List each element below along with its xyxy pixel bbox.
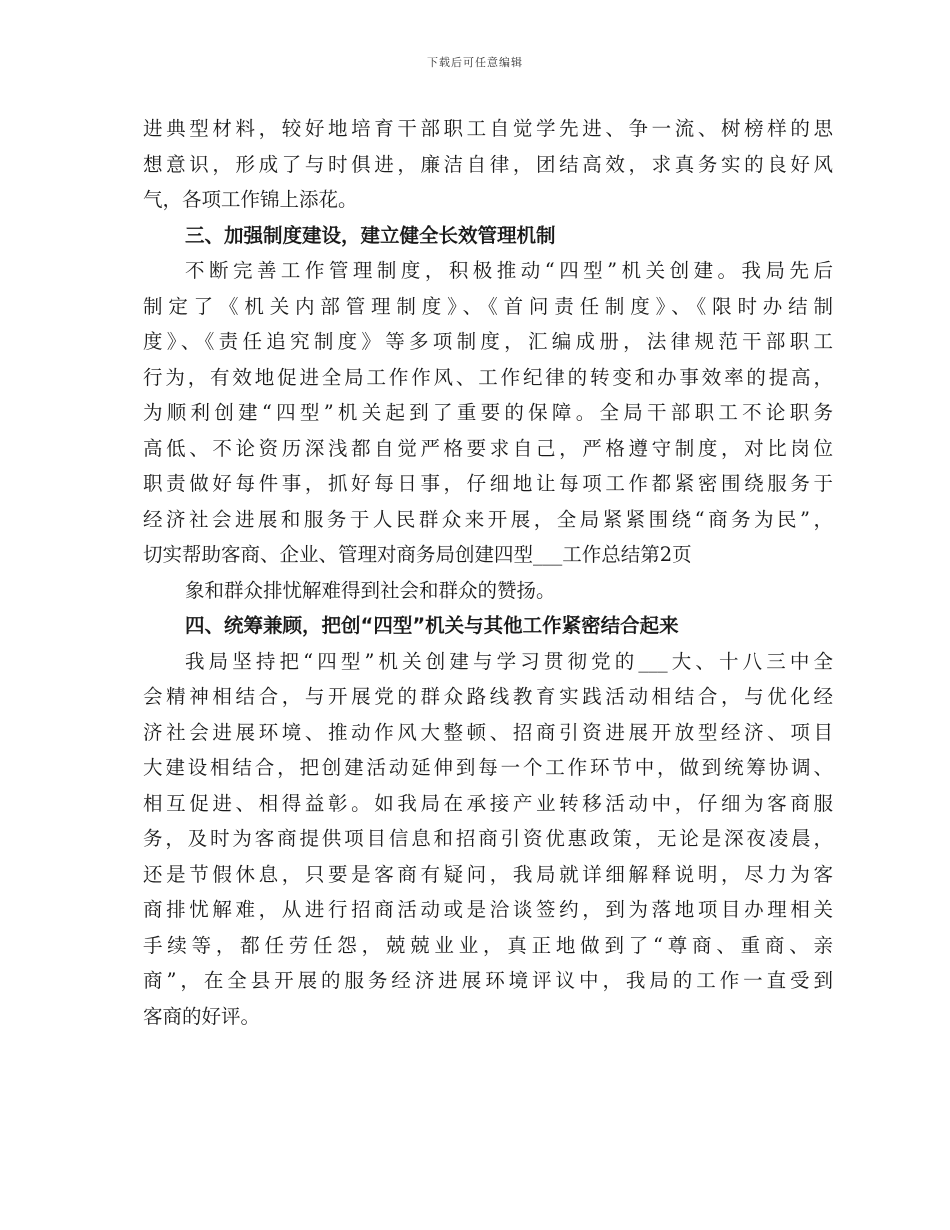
section-heading-3: 三、加强制度建设，建立健全长效管理机制 [185,223,556,247]
body-line: 制定了《机关内部管理制度》、《首问责任制度》、《限时办结制 [143,294,833,318]
body-line: 商排忧解难，从进行招商活动或是洽谈签约，到为落地项目办理相关 [143,898,833,921]
body-line: 务，及时为客商提供项目信息和招商引资优惠政策，无论是深夜凌晨， [143,827,833,850]
body-line: 职责做好每件事，抓好每日事，仔细地让每项工作都紧密围绕服务于 [143,472,833,495]
body-line: 济社会进展环境、推动作风大整顿、招商引资进展开放型经济、项目 [143,720,833,744]
page-break-footer-line: 切实帮助客商、企业、管理对商务局创建四型___工作总结第2页 [143,543,692,566]
body-line: 进典型材料，较好地培育干部职工自觉学先进、争一流、树榜样的思 [143,117,833,140]
body-line: 气，各项工作锦上添花。 [143,188,358,211]
body-line: 会精神相结合，与开展党的群众路线教育实践活动相结合，与优化经 [143,685,833,708]
paragraph-first-line: 不断完善工作管理制度，积极推动“四型”机关创建。我局先后 [185,259,833,282]
section-heading-4: 四、统筹兼顾，把创“四型”机关与其他工作紧密结合起来 [185,614,679,637]
body-line: 度》、《责任追究制度》等多项制度，汇编成册，法律规范干部职工 [143,330,833,353]
body-line: 为顺利创建“四型”机关起到了重要的保障。全局干部职工不论职务 [143,401,833,424]
body-line: 相互促进、相得益彰。如我局在承接产业转移活动中，仔细为客商服 [143,791,833,815]
paragraph-first-line: 我局坚持把“四型”机关创建与学习贯彻党的___大、十八三中全 [185,649,833,673]
page-header-note: 下载后可任意编辑 [427,56,523,69]
body-line: 客商的好评。 [143,1004,261,1028]
body-line: 商”，在全县开展的服务经济进展环境评议中，我局的工作一直受到 [143,969,833,992]
body-line: 还是节假休息，只要是客商有疑问，我局就详细解释说明，尽力为客 [143,862,833,886]
document-body [143,111,833,1034]
body-line: 高低、不论资历深浅都自觉严格要求自己，严格遵守制度，对比岗位 [143,436,833,460]
body-line: 大建设相结合，把创建活动延伸到每一个工作环节中，做到统筹协调、 [143,756,833,779]
body-line: 象和群众排忧解难得到社会和群众的赞扬。 [185,578,556,602]
body-line: 想意识，形成了与时俱进，廉洁自律，团结高效，求真务实的良好风 [143,152,833,176]
body-line: 手续等，都任劳任怨，兢兢业业，真正地做到了“尊商、重商、亲 [143,933,833,957]
body-line: 经济社会进展和服务于人民群众来开展，全局紧紧围绕“商务为民”， [143,507,833,531]
body-line: 行为，有效地促进全局工作作风、工作纪律的转变和办事效率的提高， [143,365,833,389]
